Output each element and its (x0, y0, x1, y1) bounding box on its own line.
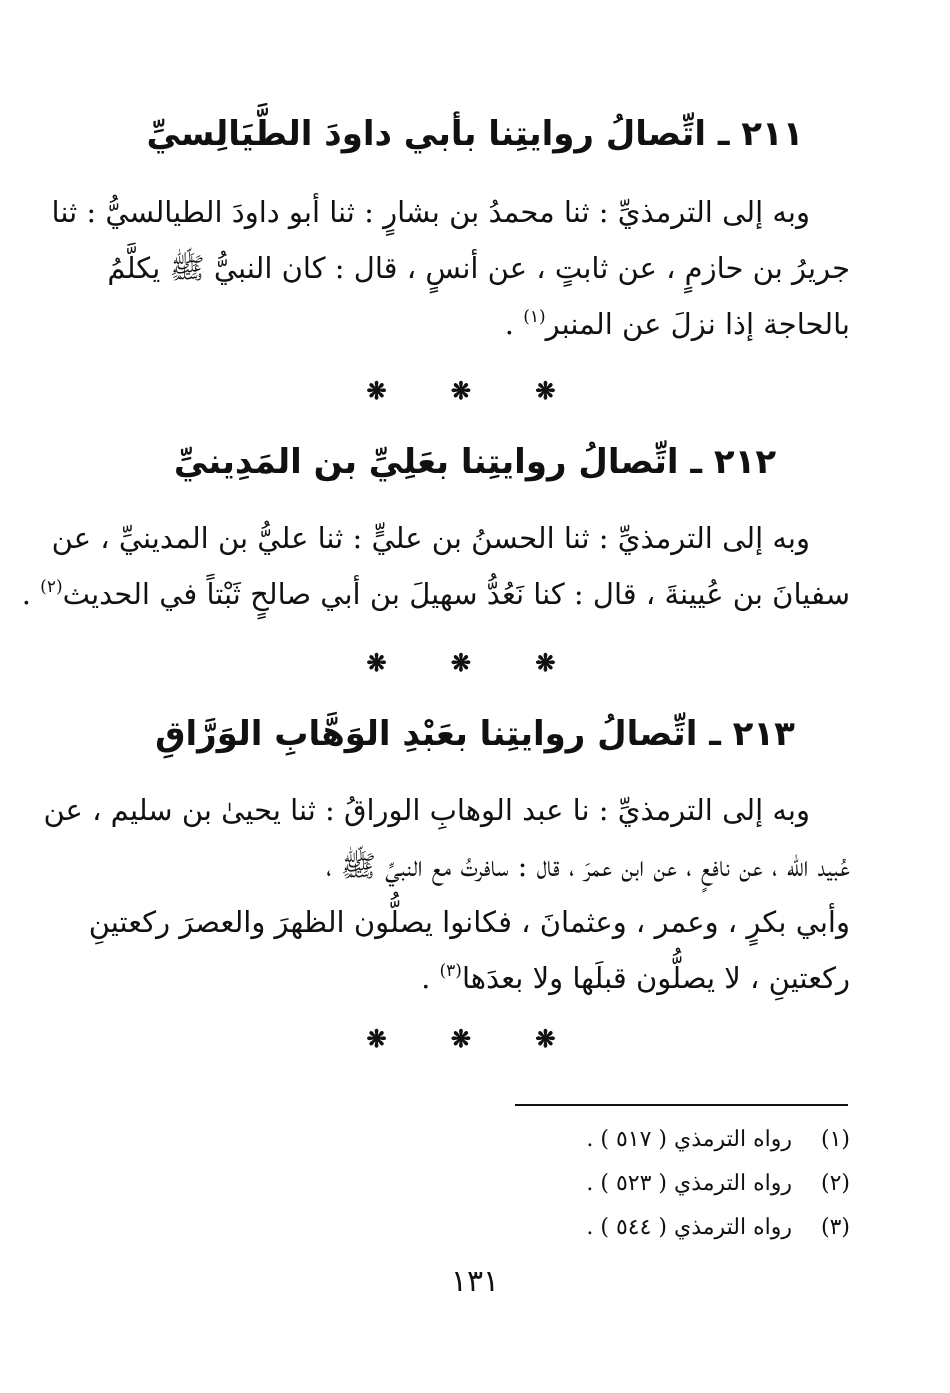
section-heading-212: ٢١٢ ـ اتِّصالُ روايتِنا بعَلِيِّ بن المَدِينيِّ (173, 442, 777, 482)
text-line: جريرُ بن حازمٍ ، عن ثابتٍ ، عن أنسٍ ، قال : كان النبيُّ ﷺ يكلَّمُ (107, 251, 850, 285)
section-separator: ❋ ❋ ❋ (366, 648, 584, 677)
footnote-marker: (٢) (40, 577, 63, 597)
footnote-text: رواه الترمذي ( ٥٤٤ ) . (586, 1215, 792, 1240)
text-line: وبه إلى الترمذيِّ : ثنا الحسنُ بن عليٍّ : ثنا عليُّ بن المدينيِّ ، عن (51, 521, 810, 555)
text-line: سفيانَ بن عُيينةَ ، قال : كنا نَعُدُّ سهيلَ بن أبي صالحٍ ثَبْتاً في الحديث$^{(٢)}$ . (21, 577, 850, 611)
section-separator: ❋ ❋ ❋ (366, 376, 584, 405)
section-body-211 (51, 184, 850, 352)
text-line: وبه إلى الترمذيِّ : ثنا محمدُ بن بشارٍ : ثنا أبو داودَ الطيالسيُّ : ثنا (51, 195, 810, 229)
footnote-text: رواه الترمذي ( ٥٢٣ ) . (586, 1171, 792, 1196)
footnote-divider (515, 1104, 848, 1106)
text-line: بالحاجة إذا نزلَ عن المنبر$^{(١)}$ . (504, 307, 850, 341)
section-body-212 (21, 510, 850, 622)
section-heading-211: ٢١١ ـ اتِّصالُ روايتِنا بأبي داودَ الطَّيَالِسيِّ (146, 114, 804, 154)
text-line: وبه إلى الترمذيِّ : نا عبد الوهابِ الوراقُ : ثنا يحيىٰ بن سليم ، عن (43, 793, 810, 827)
page-number: ١٣١ (450, 1264, 500, 1299)
footnote-marker: (١) (523, 307, 546, 327)
footnote-1 (400, 1120, 850, 1160)
text-line: وأبي بكرٍ ، وعمر ، وعثمانَ ، فكانوا يصلُّون الظهرَ والعصرَ ركعتينِ (88, 905, 850, 939)
footnote-number: (١) (820, 1127, 850, 1152)
section-body-213 (43, 782, 850, 1006)
footnote-text: رواه الترمذي ( ٥١٧ ) . (586, 1127, 792, 1152)
footnote-number: (٢) (820, 1171, 850, 1196)
footnote-3 (400, 1208, 850, 1248)
section-heading-213: ٢١٣ ـ اتِّصالُ روايتِنا بعَبْدِ الوَهَّابِ الوَرَّاقِ (155, 714, 795, 754)
text-line: ركعتينِ ، لا يصلُّون قبلَها ولا بعدَها$^{(٣)}$ . (421, 961, 850, 995)
footnote-2 (400, 1164, 850, 1204)
section-separator: ❋ ❋ ❋ (366, 1024, 584, 1053)
text-line: عُبيد الله ، عن نافعٍ ، عن ابن عمرَ ، قال : سافرتُ مع النبيِّ ﷺ ، (326, 849, 850, 883)
footnote-marker: (٣) (439, 961, 462, 981)
footnote-number: (٣) (820, 1215, 850, 1240)
